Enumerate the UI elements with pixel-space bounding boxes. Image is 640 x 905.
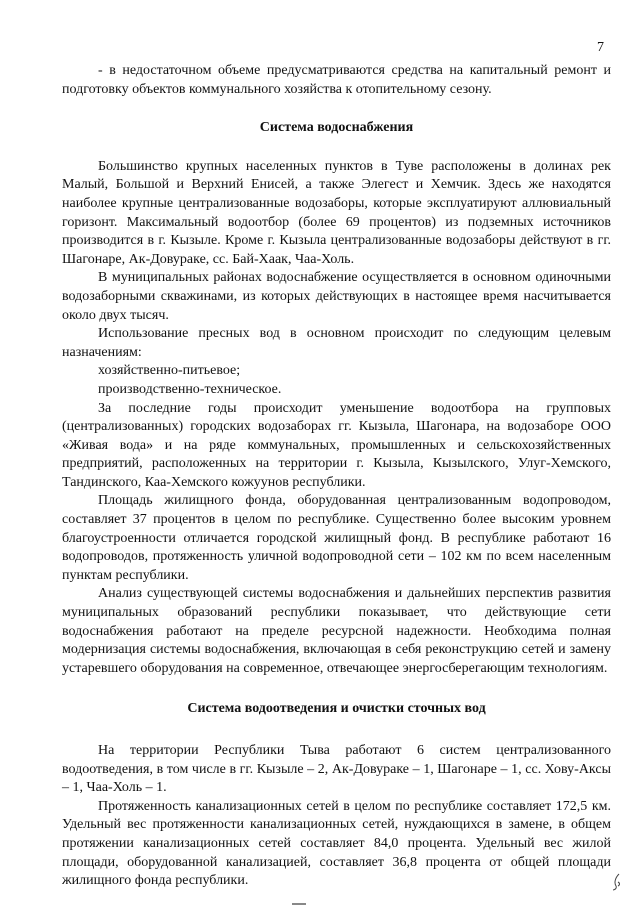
paragraph: В муниципальных районах водоснабжение осуществляется в основном одиночными водозаборными скважинами, из которых действующих в настоящее время насчитывается около двух тысяч. xyxy=(62,270,611,323)
document-body xyxy=(62,62,611,891)
section-heading-water-supply: Система водоснабжения xyxy=(259,120,414,136)
paragraph: За последние годы происходит уменьшение водоотбора на групповых (централизованных) городских водозаборах гг. Кызыла, Шагонара, на водозаборе ООО «Живая вода» и на ряде коммунальных, промышленных и сельскохозяйственных предприятий, расположенных на территории г. Кызыла, Кызылского, Улуг-Хемского, Тандинского, Каа-Хемского кожуунов республики. xyxy=(62,400,611,490)
paragraph: Анализ существующей системы водоснабжения и дальнейших перспектив развития муниципальных образований республики показывает, что действующие сети водоснабжения работают на пределе ресурсной надежности. Необходима полная модернизация системы водоснабжения, включающая в себя реконструкцию сетей и замену устаревшего оборудования на современное, отвечающее энергосберегающим технологиям. xyxy=(62,586,611,676)
list-item: производственно-техническое. xyxy=(98,381,282,397)
intro-paragraph: - в недостаточном объеме предусматриваются средства на капитальный ремонт и подготовку объектов коммунального хозяйства к отопительному сезону. xyxy=(62,63,611,97)
paragraph: Площадь жилищного фонда, оборудованная централизованным водопроводом, составляет 37 процентов в целом по республике. Существенно более высоким уровнем благоустроенности отличается городской жилищный фонд. В республике работают 16 водопроводов, протяженность уличной водопроводной сети – 102 км по всем населенным пунктам республики. xyxy=(62,493,611,583)
scan-mark-icon xyxy=(612,873,622,891)
paragraph: Протяженность канализационных сетей в целом по республике составляет 172,5 км. Удельный вес протяженности канализационных сетей, нуждающихся в замене, в общем протяжении канализационных сетей составляет 84,0 процента. Удельный вес жилой площади, оборудованной канализацией, составляет 36,8 процента от общей площади жилищного фонда республики. xyxy=(62,798,611,889)
paragraph: Использование пресных вод в основном происходит по следующим целевым назначениям: xyxy=(62,326,611,360)
page-number: 7 xyxy=(597,40,604,55)
list-item: хозяйственно-питьевое; xyxy=(98,363,241,379)
paragraph: На территории Республики Тыва работают 6 систем централизованного водоотведения, в том числе в гг. Кызыле – 2, Ак-Довураке – 1, Шагонаре – 1, сс. Хову-Аксы – 1, Чаа-Холь – 1. xyxy=(62,743,611,796)
paragraph: Большинство крупных населенных пунктов в Туве расположены в долинах рек Малый, Большой и Верхний Енисей, а также Элегест и Хемчик. Здесь же находятся наиболее крупные централизованные водозаборы, которые эксплуатируют аллювиальный горизонт. Максимальный водоотбор (более 69 процентов) из подземных источников производится в г. Кызыле. Кроме г. Кызыла централизованные водозаборы действуют в гг. Шагонаре, Ак-Довураке, сс. Бай-Хаак, Чаа-Холь. xyxy=(62,158,611,267)
section-heading-wastewater: Система водоотведения и очистки сточных вод xyxy=(187,701,486,717)
